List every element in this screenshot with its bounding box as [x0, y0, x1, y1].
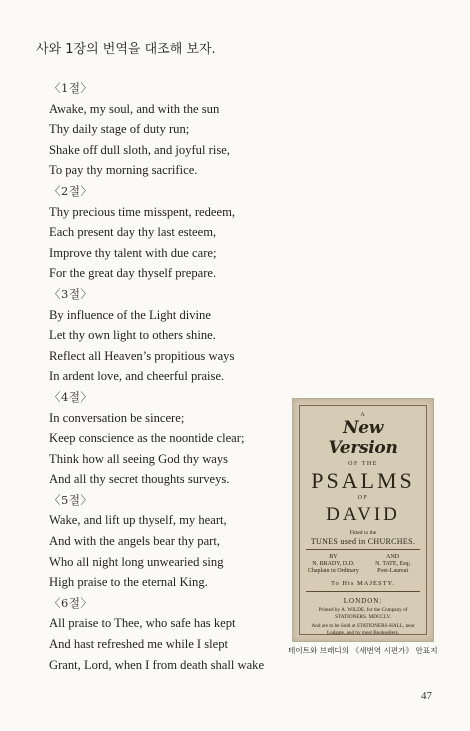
plate-london: LONDON:	[343, 597, 383, 605]
stanza-label: 〈6절〉	[49, 595, 93, 610]
title-page-image	[292, 398, 434, 642]
plate-of: OF	[357, 495, 369, 501]
plate-tunes: TUNES used in CHURCHES.	[306, 537, 420, 550]
hymn-line: Thy precious time misspent, redeem,	[49, 204, 236, 219]
hymn-line: Grant, Lord, when I from death shall wake	[49, 657, 265, 672]
plate-fitted: Fitted to the	[349, 530, 377, 536]
hymn-line: Think how all seeing God thy ways	[49, 451, 229, 466]
plate-tate-title: Poet-Laureat	[377, 568, 409, 574]
stanza-label: 〈3절〉	[49, 286, 93, 301]
bleed-through-text	[256, 40, 446, 196]
hymn-line: Awake, my soul, and with the sun	[49, 101, 220, 116]
hymn-line: To pay thy morning sacrifice.	[49, 163, 198, 178]
hymn-line: Who all night long unwearied sing	[49, 554, 224, 569]
hymn-line: Each present day thy last esteem,	[49, 225, 217, 240]
plate-a: A	[360, 412, 366, 418]
hymn-line: Let thy own light to others shine.	[49, 328, 216, 343]
plate-brady-title: Chaplain in Ordinary	[307, 568, 359, 574]
plate-majesty: To His MAJESTY.	[306, 580, 420, 592]
hymn-line: For the great day thyself prepare.	[49, 266, 217, 281]
hymn-line: And with the angels bear thy part,	[49, 534, 221, 549]
hymn-line: By influence of the Light divine	[49, 307, 211, 322]
plate-psalms: PSALMS	[311, 468, 415, 493]
image-caption: 테이트와 브래디의 《새번역 시편가》 안표지	[288, 646, 438, 655]
plate-by: BY	[329, 554, 338, 560]
plate-new-version: New Version	[328, 418, 398, 458]
hymn-text	[49, 78, 264, 675]
plate-of-the: OF THE	[348, 461, 378, 467]
page-number: 47	[421, 690, 432, 702]
hymn-line: Thy daily stage of duty run;	[49, 122, 190, 137]
stanza-label: 〈2절〉	[49, 183, 93, 198]
plate-tate: N. TATE, Esq;	[375, 561, 411, 567]
hymn-line: In conversation be sincere;	[49, 410, 185, 425]
plate-david: DAVID	[326, 504, 400, 525]
plate-brady: N. BRADY, D.D.	[312, 561, 355, 567]
section-heading: 사와 1장의 번역을 대조해 보자.	[36, 42, 216, 57]
hymn-line: Shake off dull sloth, and joyful rise,	[49, 142, 230, 157]
stanza-label: 〈4절〉	[49, 389, 93, 404]
stanza-label: 〈1절〉	[49, 81, 93, 95]
hymn-line: In ardent love, and cheerful praise.	[49, 369, 225, 384]
plate-printed: Printed by A. WILDE, for the Company of STATIONERS. MDCCLV.	[318, 607, 408, 620]
hymn-line: Keep conscience as the noontide clear;	[49, 431, 245, 446]
hymn-line: Wake, and lift up thyself, my heart,	[49, 513, 227, 528]
plate-and: AND	[386, 554, 400, 560]
hymn-line: And all thy secret thoughts surveys.	[49, 472, 230, 487]
hymn-line: All praise to Thee, who safe has kept	[49, 616, 236, 631]
hymn-line: Improve thy talent with due care;	[49, 245, 217, 260]
plate-sold: And are to be Sold at STATIONERS-HALL, near Ludgate, and by most Booksellers.	[311, 623, 415, 636]
plate-authors	[306, 554, 420, 575]
stanza-label: 〈5절〉	[49, 492, 93, 507]
hymn-line: High praise to the eternal King.	[49, 575, 208, 590]
hymn-line: And hast refreshed me while I slept	[49, 637, 229, 652]
hymn-line: Reflect all Heaven’s propitious ways	[49, 348, 235, 363]
